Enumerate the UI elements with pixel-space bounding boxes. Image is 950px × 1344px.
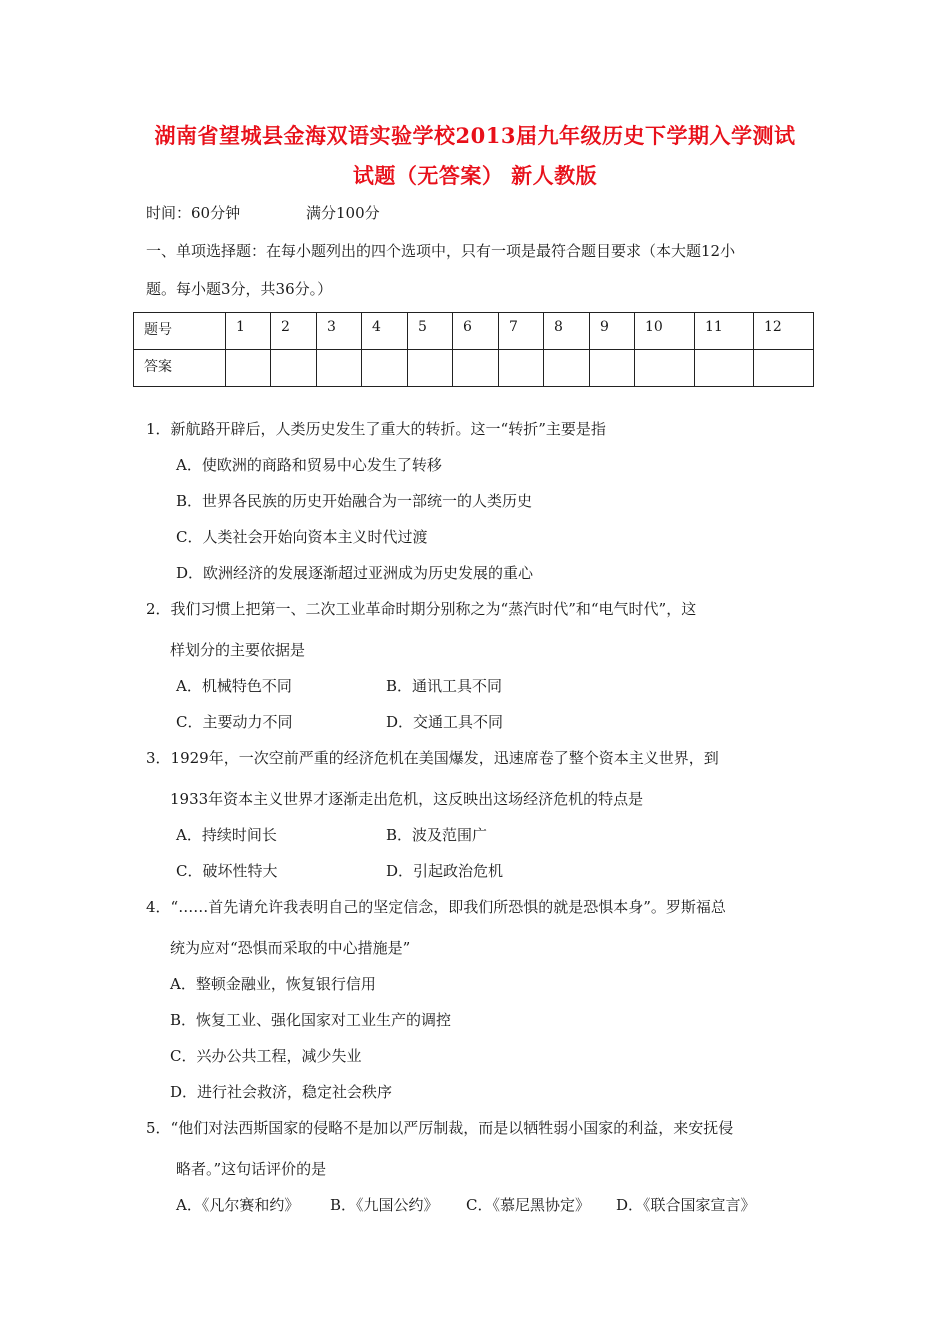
answer-cell[interactable] [754,350,814,387]
table-cell-number: 12 [754,313,814,350]
question-2-option-b: B．通讯工具不同 [386,677,503,695]
table-cell-number: 2 [271,313,317,350]
question-2-option-c: C．主要动力不同 [176,713,293,731]
question-4-option-b: B．恢复工业、强化国家对工业生产的调控 [170,1011,452,1029]
question-1-option-a: A．使欧洲的商路和贸易中心发生了转移 [176,456,442,474]
section-instruction-line-1: 一、单项选择题：在每小题列出的四个选项中，只有一项是最符合题目要求（本大题12小 [146,242,736,260]
document-title-line-1: 湖南省望城县金海双语实验学校2013届九年级历史下学期入学测试 [154,123,796,148]
table-cell-number: 4 [362,313,408,350]
question-5-option-a: A．《凡尔赛和约》 [176,1196,300,1214]
document-title-line-2: 试题（无答案） 新人教版 [352,163,598,188]
question-4-option-d: D．进行社会救济，稳定社会秩序 [170,1083,393,1101]
table-cell-number: 6 [453,313,499,350]
question-3-option-b: B．波及范围广 [386,826,488,844]
answer-cell[interactable] [408,350,453,387]
answer-table [133,312,814,387]
answer-table-answer-row [134,350,814,387]
question-2-option-d: D．交通工具不同 [386,713,504,731]
question-5-option-c: C．《慕尼黑协定》 [466,1196,590,1214]
answer-cell[interactable] [362,350,408,387]
table-cell-number: 9 [590,313,635,350]
table-cell-number: 11 [695,313,754,350]
question-1-stem: 1．新航路开辟后，人类历史发生了重大的转折。这一“转折”主要是指 [146,420,606,438]
answer-cell[interactable] [635,350,695,387]
question-3-stem-line-2: 1933年资本主义世界才逐渐走出危机，这反映出这场经济危机的特点是 [170,790,644,808]
table-cell-number: 1 [226,313,271,350]
question-3-stem-line-1: 3．1929年，一次空前严重的经济危机在美国爆发，迅速席卷了整个资本主义世界，到 [146,749,719,767]
question-4-stem-line-1: 4．“……首先请允许我表明自己的坚定信念，即我们所恐惧的就是恐惧本身”。罗斯福总 [146,898,726,916]
answer-cell[interactable] [499,350,544,387]
answer-cell[interactable] [271,350,317,387]
answer-cell[interactable] [453,350,499,387]
answer-cell[interactable] [695,350,754,387]
question-2-stem-line-2: 样划分的主要依据是 [170,641,306,659]
question-4-stem-line-2: 统为应对“恐惧而采取的中心措施是” [170,939,411,957]
question-1-option-c: C．人类社会开始向资本主义时代过渡 [176,528,428,546]
question-2-stem-line-1: 2．我们习惯上把第一、二次工业革命时期分别称之为“蒸汽时代”和“电气时代”，这 [146,600,697,618]
answer-cell[interactable] [226,350,271,387]
question-3-option-c: C．破坏性特大 [176,862,278,880]
table-cell-number: 10 [635,313,695,350]
answer-cell[interactable] [590,350,635,387]
question-5-stem-line-1: 5．“他们对法西斯国家的侵略不是加以严厉制裁，而是以牺牲弱小国家的利益，来安抚侵 [146,1119,734,1137]
table-cell-number: 8 [544,313,590,350]
answer-cell[interactable] [317,350,362,387]
question-5-option-d: D．《联合国家宣言》 [616,1196,756,1214]
exam-time: 时间：60分钟 [146,204,241,222]
question-5-option-b: B．《九国公约》 [330,1196,439,1214]
table-cell-header-label: 题号 [134,313,226,350]
question-5-stem-line-2: 略者。”这句话评价的是 [176,1160,327,1178]
exam-full-score: 满分100分 [306,204,380,222]
section-instruction-line-2: 题。每小题3分，共36分。） [146,280,333,298]
question-3-option-d: D．引起政治危机 [386,862,504,880]
table-cell-number: 3 [317,313,362,350]
question-1-option-b: B．世界各民族的历史开始融合为一部统一的人类历史 [176,492,533,510]
question-4-option-a: A．整顿金融业，恢复银行信用 [170,975,376,993]
table-cell-number: 7 [499,313,544,350]
question-1-option-d: D．欧洲经济的发展逐渐超过亚洲成为历史发展的重心 [176,564,534,582]
answer-table-number-row [134,313,814,350]
question-3-option-a: A．持续时间长 [176,826,277,844]
question-2-option-a: A．机械特色不同 [176,677,292,695]
table-cell-answer-label: 答案 [134,350,226,387]
question-4-option-c: C．兴办公共工程，减少失业 [170,1047,362,1065]
table-cell-number: 5 [408,313,453,350]
answer-cell[interactable] [544,350,590,387]
